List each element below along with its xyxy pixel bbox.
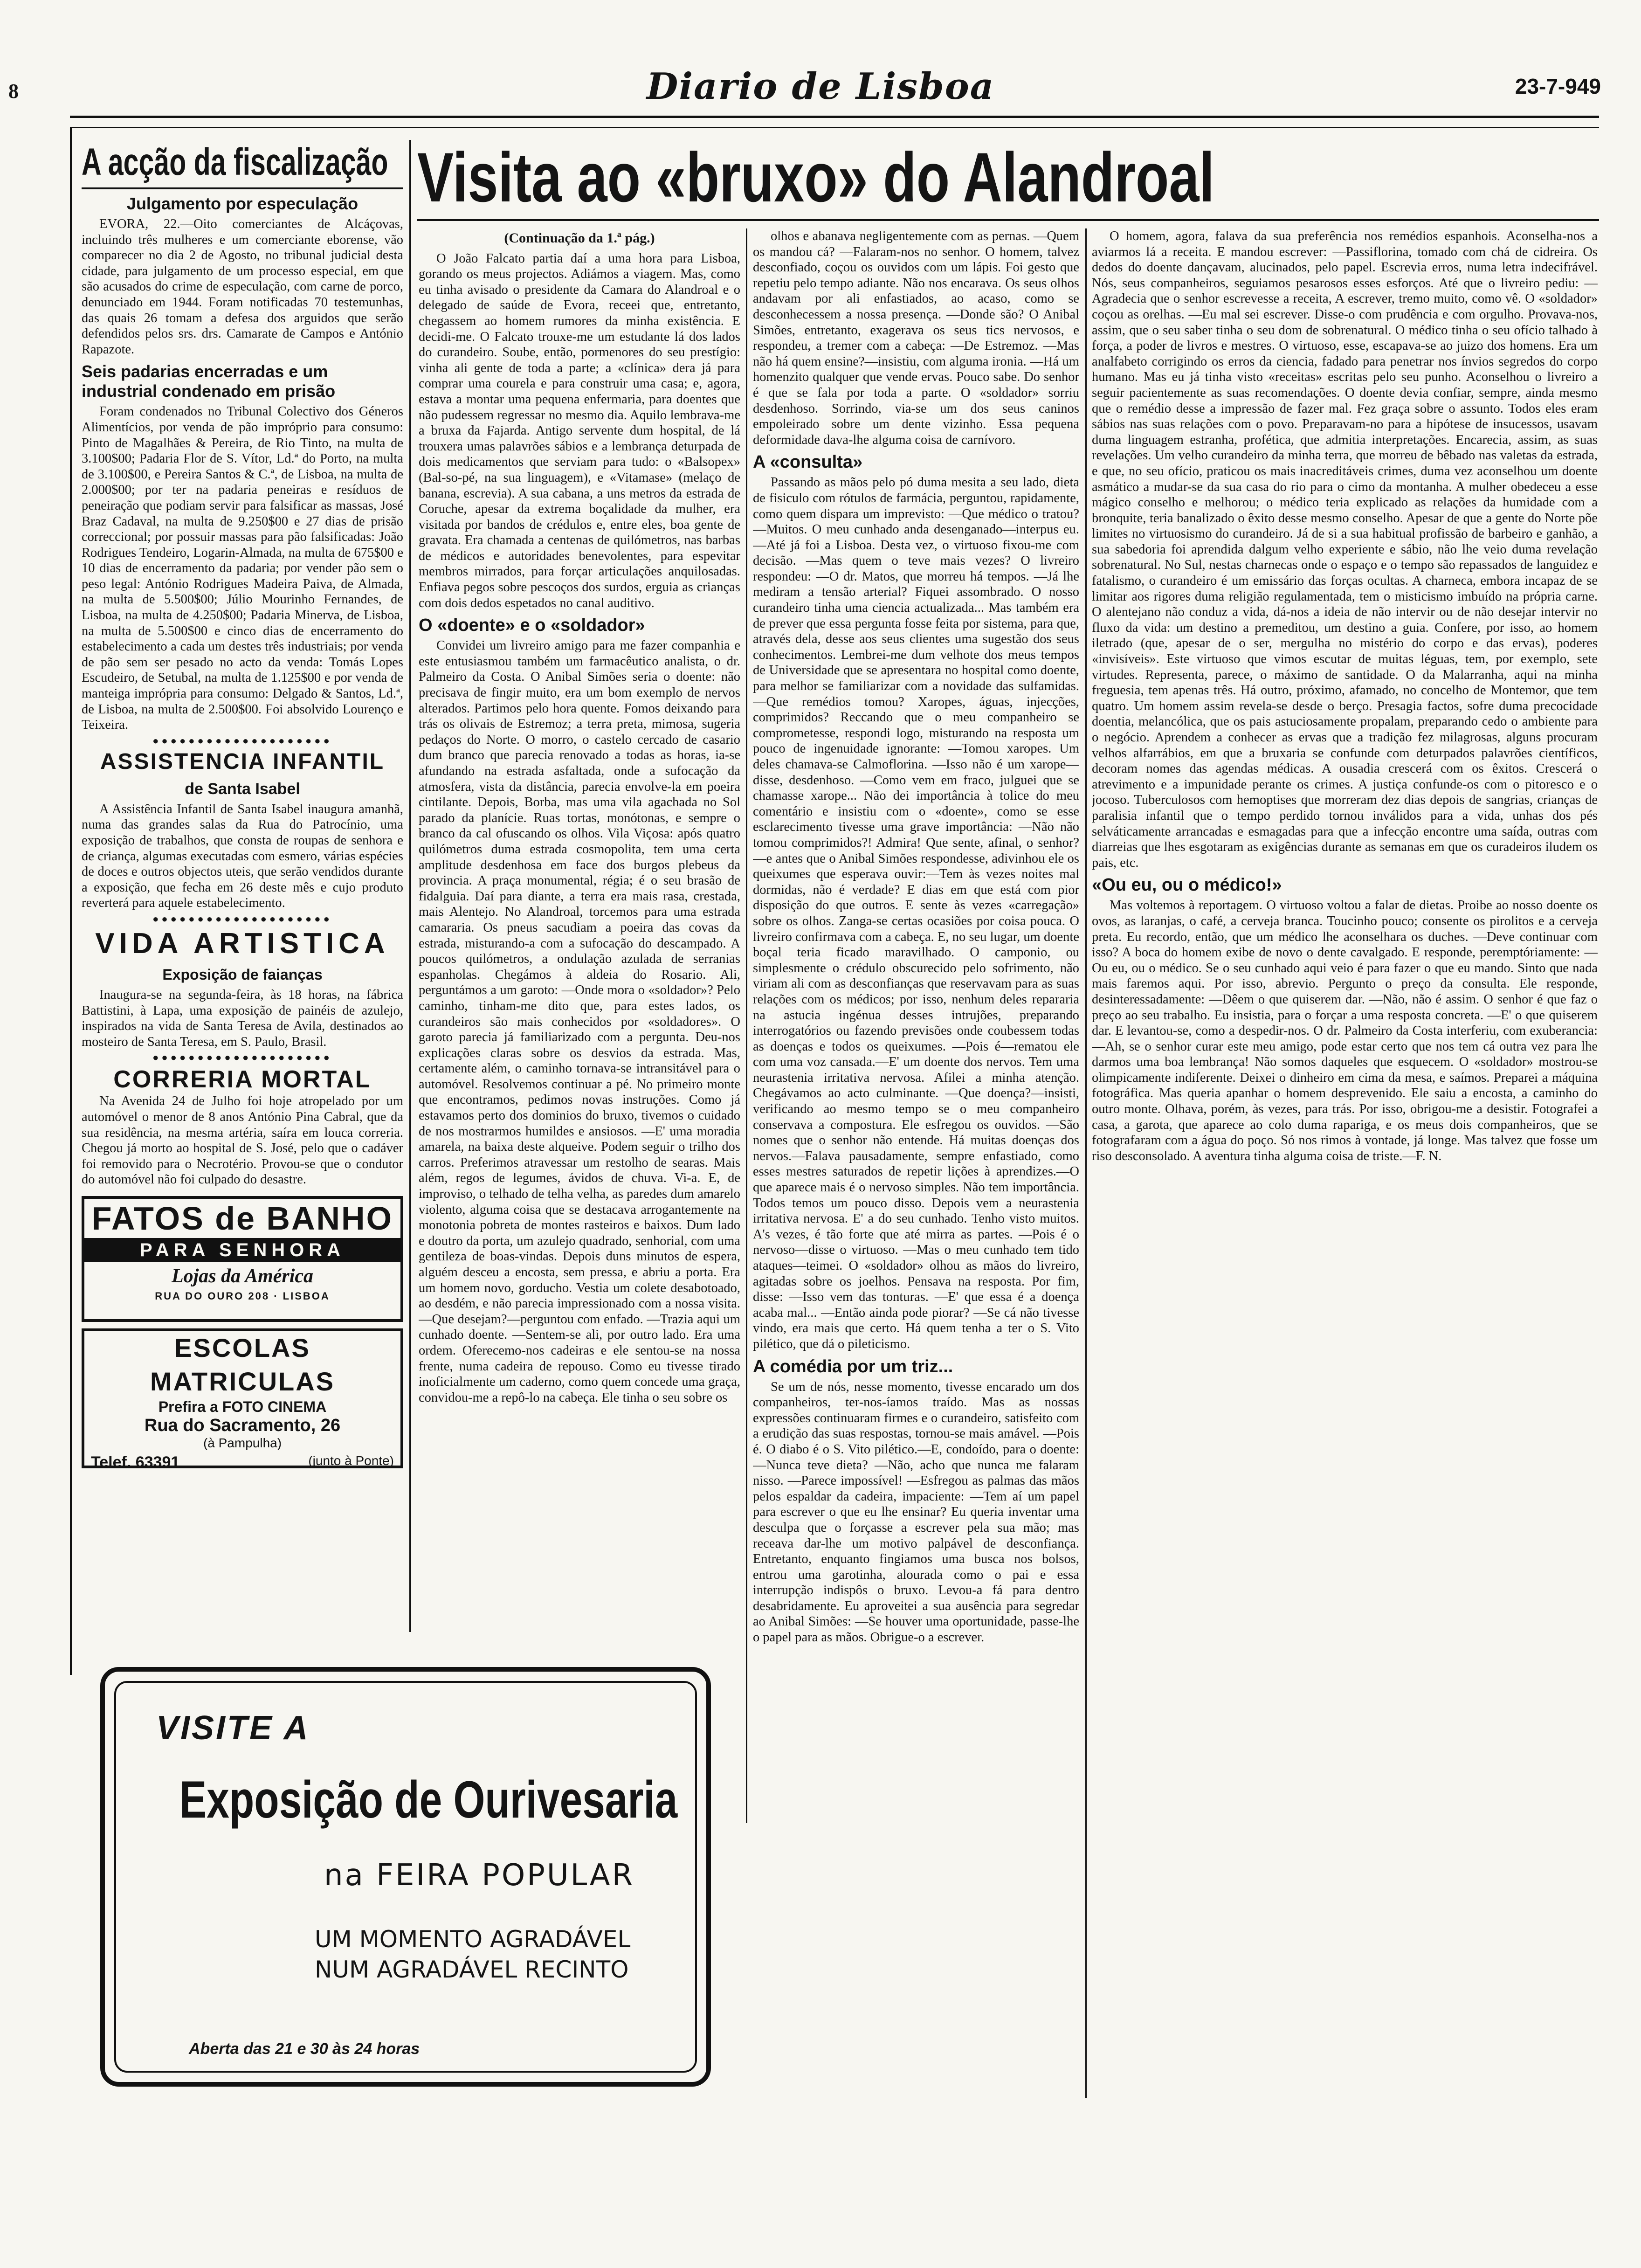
escolas-line2: Rua do Sacramento, 26 <box>144 1415 341 1435</box>
column-rule <box>746 228 747 1823</box>
ourivesaria-place <box>324 1858 634 1893</box>
main-headline: Visita ao «bruxo» do Alandroal <box>417 138 1214 216</box>
divider <box>82 187 403 189</box>
ourivesaria-ad <box>100 1667 711 2087</box>
continuation-note: (Continuação da 1.ª pág.) <box>504 230 655 246</box>
fatos-banho-address: RUA DO OURO 208 · LISBOA <box>155 1290 330 1302</box>
fatos-banho-title: FATOS de BANHO <box>91 1200 393 1237</box>
article-paragraph: O João Falcato partia daí a uma hora para Lisboa, gorando os meus projectos. Adiámos a viagem. Mas, como eu tinha avisado o presidente da Camara do Alandroal e o delegado de saúde de Evora, receei que, entretanto, chegassem ao homem rumores da minha existência. E decidi-me. O Falcato trouxe-me um estudante lá dos lados do curandeiro. Soube, então, pormenores do seu prestígio: vinha ali gente de toda a parte; a «clínica» dera já para comprar uma courela e para construir uma casa; e, agora, estava a montar uma pequena enfermaria, para doentes que não pudessem regressar no mesmo dia. Aquilo lembrava-me a bruxa da Fajarda. Antigo servente dum hospital, de lá trouxera umas palavrões sábios e a lembrança deturpada de dois medicamentos que serviam para tudo: o «Balsopex» (Bal-so-pé, na sua linguagem), e «Vitamase» (melaço de banana, escrevia). A sua cabana, a uns metros da estrada de Coruche, apesar da extrema boçalidade da mulher, era visitada por bandos de crédulos e, entre eles, boa gente de gravata. Era chamada a centenas de quilómetros, nas barbas de médicos e autoridades benevolentes, para espevitar membros mirrados, para forçar articulações anquilosadas. Enfiava pegos sobre pescoços dos surdos, erguia as crianças com dois dedos espetados no canal auditivo. <box>419 251 740 610</box>
frame-left-rule <box>70 127 72 1675</box>
column-rule <box>409 140 411 1632</box>
ourivesaria-place-prefix: na <box>324 1858 365 1893</box>
column-rule <box>1085 228 1087 2098</box>
headline-rule <box>417 219 1599 221</box>
article-paragraph: Se um de nós, nesse momento, tivesse encarado um dos companheiros, ter-nos-íamos traído. Mas as nossas expressões continuaram firmes e o curandeiro, satisfeito com a erudição das suas respostas, tornou-se mais amável. —Pois é. O diabo é o S. Vito pilético.—E, condoído, para o doente:—Nunca teve dieta? —Não, acho que nunca me falaram nisso. —Parece impossível! —Esfregou as palmas das mãos pelos espaldar da cadeira, impaciente: —Tem aí um papel para escrever o que eu lhe ensinar? Eu queria inventar uma desculpa que o forçasse a escrever pela sua mão; mas receava dar-lhe um motivo palpável de desconfiança. Entretanto, enquanto fingiamos uma busca nos bolsos, entrou uma garotinha, alourada como o pai e essa interrupção indispôs o bruxo. Levou-a fá para dentro desabridamente. Eu aproveitei a sua ausência para segredar ao Anibal Simões: —Se houver uma oportunidade, passe-lhe o papel para as mãos. Obrigue-o a escrever. <box>753 1379 1079 1645</box>
ourivesaria-line1: UM MOMENTO AGRADÁVEL <box>315 1926 631 1953</box>
padarias-title: Seis padarias encerradas e um industrial condenado em prisão <box>82 362 336 401</box>
header-rule <box>70 116 1599 118</box>
vida-artistica-subtitle: Exposição de faianças <box>162 966 323 983</box>
assistencia-title: ASSISTENCIA INFANTIL <box>100 749 385 774</box>
ourivesaria-place-name: FEIRA POPULAR <box>376 1858 635 1893</box>
assistencia-subtitle: de Santa Isabel <box>185 780 300 798</box>
article-paragraph: Convidei um livreiro amigo para me fazer companhia e este entusiasmou também um farmacêutico analista, o dr. Palmeiro da Costa. O Anibal Simões seria o doente: não precisava de fingir muito, era um bom exemplo de nervos alterados. Partimos pelo hora quente. Fomos deixando para trás os olivais de Estremoz; a terra preta, mimosa, sugeria pedaços do Norte. O morro, o castelo cercado de casario dum branco que parecia renovado a todas as horas, ia-se afundando na estrada asfaltada, onde a sufocação da atmosfera, vista da distância, parecia envolve-la em poeira cintilante. Depois, Borba, mas uma vila agachada no Sol parado da planície. Ruas tortas, monótonas, e sempre o branco da cal ofuscando os olhos. Vila Viçosa: após quatro quilómetros duma estrada cosmopolita, tem uma certa amplitude desdenhosa em face dos burgos plebeus da provincia. A praça monumental, régia; é o seu brasão de fidalguia. Daí para diante, a terra era mais rasa, crestada, mais Alentejo. No Alandroal, torcemos para uma estrada camararia. Os pneus sacudiam a poeira das covas da estrada, misturando-a com a sufocação do descampado. A poucos quilómetros, a ondulação azulada de serranias espanholas. Chegámos à aldeia do Rosario. Ali, perguntámos a um garoto: —Onde mora o «soldador»? Pelo caminho, tinham-me dito que, para estes lados, os curandeiros são mais conhecidos por «soldadores». O garoto parecia já familiarizado com a pergunta. Deu-nos explicações claras sobre os desvios da estrada. Mas, certamente além, o caminho tornava-se intransitável para o automóvel. Resolvemos continuar a pé. No primeiro monte que encontramos, pedimos novas instruções. Como já estavamos perto dos dominios do bruxo, tivemos o cuidado de nos mostrarmos humildes e ansiosos. —E' uma moradia amarela, na baixa deste alqueive. Podem seguir o trilho dos carros. Preferimos atravessar um restolho de searas. Mais além, regos de legumes, ávidos de chuva. Vi-a. E, de improviso, o telhado de telha velha, as paredes dum amarelo violento, alguma coisa que se destacava arrogantemente na monotonia pobreta de montes rasteiros e baixos. Dum lado e doutro da porta, um azulejo quadrado, senhorial, com uma gentileza de boas-vindas. Depois duns minutos de espera, alguém desceu a encosta, sem pressa, e abriu a porta. Era um homem novo, gorducho. Vestia um colete desabotoado, ao desdém, e não parecia impressionado com a nossa visita. —Que desejam?—perguntou com enfado. —Trazia aqui um cunhado doente. —Sentem-se ali, por outro lado. Era uma ordem. Oferecemo-nos cadeiras e ele sentou-se na nossa frente, numa cadeira de repouso. Como eu tivesse tirado inoficialmente um caderno, como quem concede uma graça, convidou-me a repô-lo na cabeça. Ele tinha o seu sobre os <box>419 638 740 1405</box>
article-column-2 <box>753 228 1079 2098</box>
subhead-consulta: A «consulta» <box>753 452 863 472</box>
escolas-ad <box>82 1328 403 1471</box>
julgamento-text: EVORA, 22.—Oito comerciantes de Alcáçovas, incluindo três mulheres e um comerciante eborense, vão comparecer no dia 2 de Agosto, no tribunal judicial desta cidade, para julgamento de um processo especial, em que são acusados do crime de especulação, com carne de porco, denunciado em 1944. Foram notificadas 70 testemunhas, das quais 26 tomam a defesa dos arguidos que serão defendidos pelos srs. drs. Camarate de Campos e António Rapazote. <box>82 217 403 357</box>
article-paragraph: Passando as mãos pelo pó duma mesita a seu lado, dieta de fisiculo com rótulos de farmácia, perguntou, rapidamente, como quem dispara um imprevisto: —Que médico o tratou? —Muitos. O meu cunhado anda desenganado—interpus eu.—Até já foi a Lisboa. Desta vez, o virtuoso fixou-me com decisão. —Mas quem o teve mais vezes? O livreiro respondeu: —O dr. Matos, que morreu há tempos. —Já lhe mediram a tensão arterial? Fiquei assombrado. O nosso curandeiro tinha uma ciencia actualizada... Mas também era de prever que essa pergunta fosse feita por sistema, para que, através dela, desse aos seus clientes uma sugestão dos seus conhecimentos. Lembrei-me dum velhote dos meus tempos de Universidade que se apresentara no hospital como doente, para melhor se familiarizar com a novidade das sulfamidas. —Que remédios tomou? Xaropes, águas, injecções, comprimidos? Reccando que o meu companheiro se comprometesse, respondi logo, misturando na resposta um pouco de ingenuidade ignorante: —Tomou xaropes. Um deles chamava-se Calmoflorina. —Isso não é um xarope—disse, desdenhoso. —Como vem em fraco, julguei que se chamasse xarope... Não dei importância à tolice do meu comentário e insistiu com o «doente», como se esse esclarecimento tivesse uma grave importância: —Não não tomou comprimidos?! Admira! Que sente, afinal, o senhor?—e antes que o Anibal Simões respondesse, adivinhou ele os queixumes que esperava ouvir:—Tem às vezes noites mal dormidas, não é verdade? E dias em que está com pior disposição do que outros. E sente às vezes «carregação» sobre os olhos. Zanga-se certas ocasiões por coisa pouca. O livreiro confirmava com a cabeça. E, no seu lugar, um doente boçal teria ficado maravilhado. O camponio, ou simplesmente o crédulo obscurecido pelo sofrimento, não viriam ali com as desconfianças que reservavam para as suas relações com os médicos; por isso, nenhum deles repararia na astucia ingénua desses intrujões, preparando interrogatórios ou fazendo previsões onde coubessem todas as doenças e todos os queixumes. —Pois é—rematou ele com uma voz cansada.—E' um doente dos nervos. Tem uma neurastenia irritativa nervosa. Afilei a minha atenção. Chegávamos ao acto culminante. —Que doença?—insisti, verificando ao mesmo tempo se o meu companheiro conservava a compostura. Ele esfregou os ouvidos. —São nomes que o senhor não entende. Há muitas doenças dos nervos.—Falava pausadamente, sempre enfastiado, como esses mestres saturados de repetir lições à aprendizes.—O que aparece mais é o nervoso simples. Não tem importância. Todos temos um pouco disso. Depois vem a neurastenia irritativa nervosa. E' a do seu cunhado. Tenho visto muitos. A's vezes, é tão forte que até mirra as partes. —Pois é o nervoso—disse o virtuoso. —Mas o meu cunhado tem tido ataques—teimei. O «soldador» olhou as mãos do livreiro, agitadas sobre os joelhos. Pensava na resposta. Por fim, disse: —Isso vem das tonturas. —E' que essa é a doença acaba mal... —Então ainda pode piorar? —Se cá não tivesse vindo, era mais que certo. Há quem tenha a ter o S. Vito pilético, que dá o pileticismo. <box>753 475 1079 1351</box>
ourivesaria-title: Exposição de Ourivesaria <box>179 1770 678 1829</box>
ourivesaria-visite: VISITE A <box>156 1709 310 1747</box>
escolas-telephone: Telef. 63391 <box>91 1453 180 1471</box>
escolas-title: ESCOLAS MATRICULAS <box>150 1333 335 1396</box>
vida-artistica-text: Inaugura-se na segunda-feira, às 18 horas, na fábrica Battistini, à Lapa, uma exposição de painéis de azulejo, inspirados na vida de Santa Teresa de Avila, destinados ao mosteiro de Santa Teresa, em S. Paulo, Brasil. <box>82 987 403 1049</box>
correria-text: Na Avenida 24 de Julho foi hoje atropelado por um automóvel o menor de 8 anos António Pina Cabral, que da sua residência, na mesma artéria, saíra em louca correria. Chegou já morto ao hospital de S. José, pelo que o cadáver foi removido para o Necrotério. Provou-se que o condutor do automóvel não foi culpado do desastre. <box>82 1094 403 1187</box>
padarias-text: Foram condenados no Tribunal Colectivo dos Géneros Alimentícios, por venda de pão impróprio para consumo: Pinto de Magalhães & Pereira, de Rio Tinto, na multa de 3.100$00; Padaria Flor de S. Vítor, Ld.ª do Porto, na multa de 3.100$00, e Pereira Santos & C.ª, de Lisboa, na multa de 2.000$00; por ter na padaria peneiras e resíduos de peneiração que podiam servir para falsificar as massas, José Braz Cadaval, na multa de 9.250$00 e 27 dias de prisão correccional; por possuir massas para pão falsificadas: João Rodrigues Tendeiro, Logarin-Almada, na multa de 675$00 e 10 dias de encerramento da padaria; por vender pão sem o peso legal: António Rodrigues Madeira Paiva, de Almada, na multa de 5.500$00; Júlio Mourinho Fernandes, de Lisboa, na multa de 4.250$00; Padaria Minerva, de Lisboa, na multa de 5.500$00 e cinco dias de encerramento do estabelecimento a cada um destes três industriais; por venda de pão sem ser pesado no acto da venda: Tomás Lopes Escudeiro, de Setubal, na multa de 1.125$00 e por venda de manteiga imprópria para consumo: Delgado & Santos, Ld.ª, de Lisboa, na multa de 2.500$00. Foi absolvido Lourenço e Teixeira. <box>82 404 403 733</box>
fatos-banho-store: Lojas da América <box>171 1265 314 1287</box>
ornament-divider: ●●●●●●●●●●●●●●●●●●●● <box>152 734 332 747</box>
subhead-ou-eu-medico: «Ou eu, ou o médico!» <box>1092 875 1282 895</box>
escolas-location: (junto à Ponte) <box>308 1453 394 1468</box>
article-paragraph: Mas voltemos à reportagem. O virtuoso voltou a falar de dietas. Proibe ao nosso doente os ovos, as laranjas, o café, a cerveja branca. Toucinho pouco; consente os pirolitos e a cerveja preta. Eu recordo, então, que um médico lhe aconselhara os duches. —Deve continuar com isso? A boca do homem exibe de novo o dente cavalgado. E responde, peremptóriamente: —Ou eu, ou o médico. Se o seu cunhado aqui veio é para fazer o que eu mando. Sinto que nada mais faremos aqui. Por isso, abrevio. Pergunto o preço da consulta. Ele responde, desinteressadamente: —Dêem o que quiserem dar. —Não, não é assim. O senhor é que faz o preço ao seu trabalho. Eu insistia, para o forçar a uma resposta concreta. —E' o que quiserem dar. E levantou-se, como a despedir-nos. O dr. Palmeiro da Costa interferiu, com exuberancia: —Ah, se o senhor curar este meu amigo, pode estar certo que nos tem cá outra vez para lhe darmos uma boa lembrança! Não somos daqueles que esquecem. O «soldador» mostrou-se olimpicamente indiferente. Deixei o dinheiro em cima da mesa, e saímos. Preparei a máquina fotográfica. Mas queria apanhar o homem desprevenido. Ele saiu a encosta, a caminho do outro monte. Olhava, porém, às vezes, para trás. Por isso, obrigou-me a desistir. Fotografei a casa, a garota, que aparece ao colo duma rapariga, e os meus dois companheiros, que se fotografaram com a água do poço. Só nos rimos à vontade, já longe. Mas talvez que fosse um riso desconsolado. A aventura tinha alguma coisa de triste.—F. N. <box>1092 898 1598 1163</box>
julgamento-title: Julgamento por especulação <box>126 194 359 213</box>
subhead-comedia: A comédia por um triz... <box>753 1356 953 1376</box>
assistencia-text: A Assistência Infantil de Santa Isabel inaugura amanhã, numa das grandes salas da Rua do Patrocínio, uma exposição de trabalhos, que consta de roupas de senhora e de criança, algumas executadas com esmero, várias espécies de doces e outros objectos uteis, que serão vendidos durante a exposição, que fecha em 26 deste mês e cujo produto reverterá para aquele estabelecimento. <box>82 802 403 911</box>
fatos-banho-subtitle: PARA SENHORA <box>84 1238 400 1262</box>
escolas-line3: (à Pampulha) <box>203 1435 282 1450</box>
ornament-divider: ●●●●●●●●●●●●●●●●●●●● <box>152 1051 332 1064</box>
frame-top-rule <box>70 127 1599 128</box>
ourivesaria-hours: Aberta das 21 e 30 às 24 horas <box>189 2040 420 2058</box>
article-column-3 <box>1092 228 1598 2098</box>
fatos-banho-ad <box>82 1196 403 1322</box>
escolas-line1: Prefira a FOTO CINEMA <box>158 1398 327 1415</box>
article-paragraph: O homem, agora, falava da sua preferência nos remédios espanhois. Aconselha-nos a aviarmos lá a receita. E mandou escrever: —Passiflorina, tomado com chá de cidreira. Os dedos do doente dançavam, alucinados, pelo papel. Escrevia erros, numa letra indecifrável. Nós, seus companheiros, seguiamos pesarosos esses esforços. Até que o livreiro pediu: —Agradecia que o senhor escrevesse a receita, A escrever, tremo muito, como vê. O «soldador» coçou as orelhas. —Eu mal sei escrever. Disse-o com prudência e com orgulho. Provava-nos, assim, que o seu saber tinha o seu dom de sobrenatural. O médico tinha o seu ofício talhado à força, a poder de livros e mestres. O virtuoso, esse, escapava-se ao juizo dos homens. Era um analfabeto corrigindo os erros da ciencia, fadado para penetrar nos ínvios segredos do corpo humano. Mas eu já tinha visto «receitas» escritas pelo seu punho. Aconselhou o livreiro a seguir pacientemente as suas recomendações. O doente devia confiar, sempre, ainda mesmo que o remédio desse a impressão de fazer mal. Fez graça sobre o assunto. Todos eles eram sábios nas suas relações com o povo. Preparavam-no para a hipótese de insucessos, usavam duma linguagem estranha, profética, que admitia interpretações. Encarecia, assim, as suas revelações. Um velho curandeiro da minha terra, que morreu de bêbado nas valetas da estrada, e que, no seu ofício, praticou os mais inacreditáveis crimes, duma vez aconselhou um doente asmático a mudar-se da sua casa do rio para o cimo da montanha. A mulher obedeceu a esse mágico conselho e melhorou; o médico teria explicado as relações da humidade com a bronquite, teria banalizado o êxito desse mesmo conselho. Apesar de que a gente do Norte põe limites no virtuosismo do curandeiro. Já de si a sua habitual profissão de barbeiro e ganhão, a sua sabedoria foi aprendida dalgum velho experiente e sábio, não lhe veio duma revelação sobrenatural. No Sul, nestas charnecas onde o espaço e o tempo são repassados de languidez e fatalismo, o curandeiro é um emissário das forças ocultas. A charneca, embora incapaz de se limitar aos rigores duma religião regulamentada, tem o misticismo imbuído na própria carne. O alentejano não conduz a vida, dá-nos a ideia de não intervir ou de não desejar intervir no fluxo da vida: um destino a premeditou, um destino a guia. Confere, por isso, ao homem iletrado (que, apesar de o ser, mergulha no mistério do corpo e das ervas), poderes «invisíveis». Este virtuoso que vimos escutar de muitas léguas, tem, por exemplo, sete virtudes. Representa, parece, o máximo de santidade. O da Malarranha, aqui na minha freguesia, tem apenas três. Há outro, próximo, afamado, no concelho de Montemor, que tem quatro. Um homem assim revela-se desde o berço. Presagia factos, sofre duma precocidade doentia, melancólica, que os pais astuciosamente propalam, preparando cedo o ambiente para o negócio. Aprendem a conhecer as ervas que a tradição fez milagrosas, alguns procuram velhos alfarrábios, em que a bruxaria se confunde com deturpados palavrões científicos, decoram nomes das agendas médicas. A ousadia crescerá com os êxitos. Crescerá o atrevimento e a impunidade perante os crimes. A justiça confunde-os com o pitoresco e o jocoso. Tuberculosos com hemoptises que morreram dez dias depois de sangrias, crianças de paralisia infantil que o tempo perdido tornou inválidos para a vida, unhas dos pés selváticamente arrancadas e esmagadas para que a infecção encontre uma saída, outras com diarreias que lhes esgotaram as exigências durante as semanas em que os curadeiros iludem os pais, etc. <box>1092 229 1598 870</box>
page-number: 8 <box>8 80 19 103</box>
issue-date: 23-7-949 <box>1515 74 1601 98</box>
ourivesaria-line2: NUM AGRADÁVEL RECINTO <box>315 1956 629 1983</box>
vida-artistica-title: VIDA ARTISTICA <box>95 927 390 960</box>
fiscalizacao-headline: A acção da fiscalização <box>82 141 388 183</box>
ornament-divider: ●●●●●●●●●●●●●●●●●●●● <box>152 913 332 925</box>
article-paragraph: olhos e abanava negligentemente com as pernas. —Quem os mandou cá? —Falaram-nos no senhor. O homem, talvez desconfiado, coçou os ouvidos com um lápis. Foi gesto que repetiu pelo tempo adiante. Não nos encarava. Os seus olhos andavam por ali enfastiados, ao acaso, como se desconhecessem a nossa presença. —Donde são? O Anibal Simões, entretanto, exagerava os seus tics nervosos, e respondeu, a tremer com a cabeça: —De Estremoz. —Mas não há quem ensine?—insistiu, com alguma ironia. —Há um homenzito qualquer que vende ervas. Pouco sabe. Do senhor é que se fala por toda a parte. O «soldador» sorriu desdenhoso. Sorrindo, via-se um dos seus caninos empoleirado sobre um dente vizinho. Essa pequena deformidade dava-lhe alguma coisa de carnívoro. <box>753 229 1079 447</box>
correria-title: CORRERIA MORTAL <box>113 1066 372 1093</box>
left-column <box>82 140 403 1660</box>
article-column-1 <box>419 228 740 1674</box>
newspaper-masthead: Diario de Lisboa <box>646 65 995 108</box>
subhead-doente-soldador: O «doente» e o «soldador» <box>419 615 645 636</box>
